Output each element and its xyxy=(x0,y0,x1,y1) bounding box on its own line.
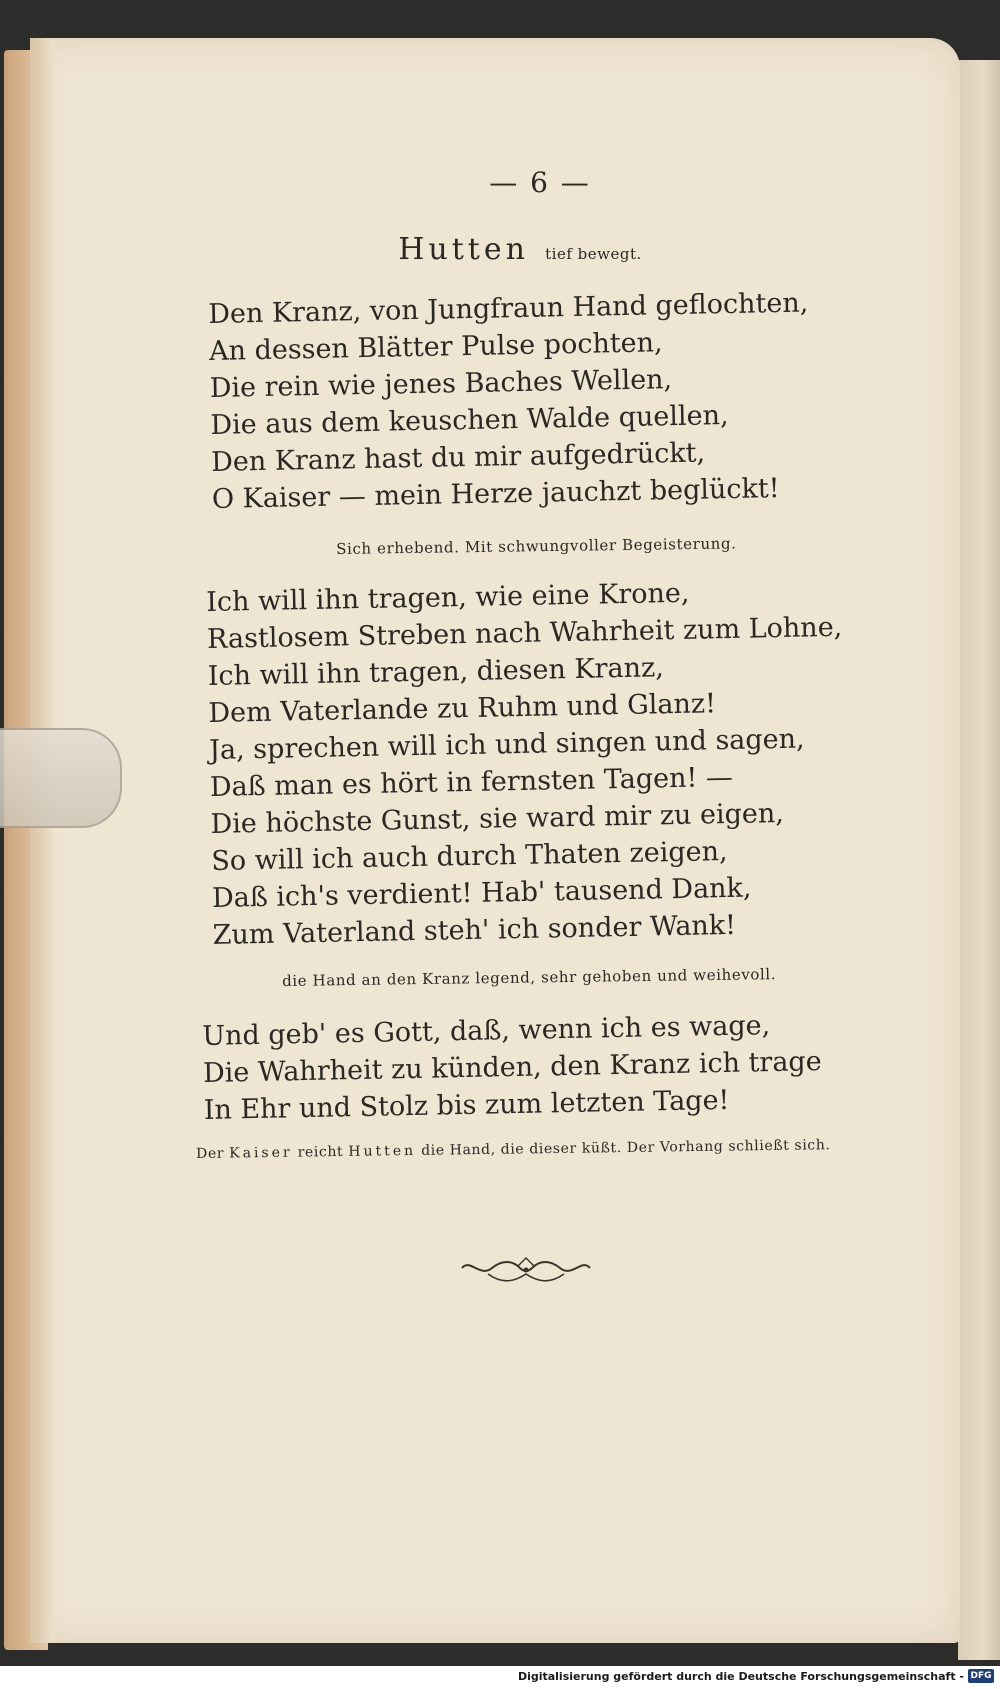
speaker-heading xyxy=(0,232,1000,267)
verse-line: Den Kranz hast du mir aufgedrückt, xyxy=(210,437,706,478)
verse-line: Ich will ihn tragen, wie eine Krone, xyxy=(206,577,690,618)
verse-line: O Kaiser — mein Herze jauchzt beglückt! xyxy=(211,473,780,515)
verse-line: Die Wahrheit zu künden, den Kranz ich trage xyxy=(202,1046,822,1089)
direction-hutten: Hutten xyxy=(348,1142,417,1160)
stanza-3 xyxy=(202,1006,823,1129)
stage-direction-3 xyxy=(196,1137,831,1162)
dfg-logo-icon: DFG xyxy=(968,1669,994,1683)
direction-text: Der xyxy=(196,1145,225,1162)
verse-line: Rastlosem Streben nach Wahrheit zum Lohne, xyxy=(206,611,843,655)
verse-line: In Ehr und Stolz bis zum letzten Tage! xyxy=(203,1084,730,1126)
page-number: — 6 — xyxy=(489,166,591,199)
ornament-flourish-icon xyxy=(458,1252,594,1288)
speaker-name: Hutten xyxy=(398,232,529,267)
verse-line: Und geb' es Gott, daß, wenn ich es wage, xyxy=(202,1010,771,1052)
verse-line: Den Kranz, von Jungfraun Hand geflochten, xyxy=(208,287,809,330)
direction-kaiser: Kaiser xyxy=(229,1144,293,1162)
verse-line: Die höchste Gunst, sie ward mir zu eigen, xyxy=(210,797,785,840)
stage-direction-1: Sich erhebend. Mit schwungvoller Begeisterung. xyxy=(336,534,737,558)
verse-line: Zum Vaterland steh' ich sonder Wank! xyxy=(212,909,737,951)
verse-line: Die aus dem keuschen Walde quellen, xyxy=(210,400,729,441)
stanza-1 xyxy=(208,284,812,517)
stanza-2 xyxy=(206,572,848,954)
verse-line: Dem Vaterlande zu Ruhm und Glanz! xyxy=(208,688,717,729)
stage-direction-2: die Hand an den Kranz legend, sehr gehoben und weihevoll. xyxy=(282,965,777,990)
verse-line: Die rein wie jenes Baches Wellen, xyxy=(209,364,673,404)
speaker-direction: tief bewegt. xyxy=(545,245,642,263)
verse-line: So will ich auch durch Thaten zeigen, xyxy=(211,836,728,877)
verse-line: Daß man es hört in fernsten Tagen! — xyxy=(209,761,734,803)
verse-line: Ja, sprechen will ich und singen und sagen, xyxy=(208,723,805,766)
verse-line: Ich will ihn tragen, diesen Kranz, xyxy=(207,652,665,692)
verse-line: An dessen Blätter Pulse pochten, xyxy=(208,327,663,367)
direction-text: reicht xyxy=(297,1143,344,1161)
direction-text: die Hand, die dieser küßt. Der Vorhang schließt sich. xyxy=(421,1137,831,1159)
verse-line: Daß ich's verdient! Hab' tausend Dank, xyxy=(211,872,752,914)
footer-credit: Digitalisierung gefördert durch die Deutsche Forschungsgemeinschaft - xyxy=(517,1670,964,1683)
